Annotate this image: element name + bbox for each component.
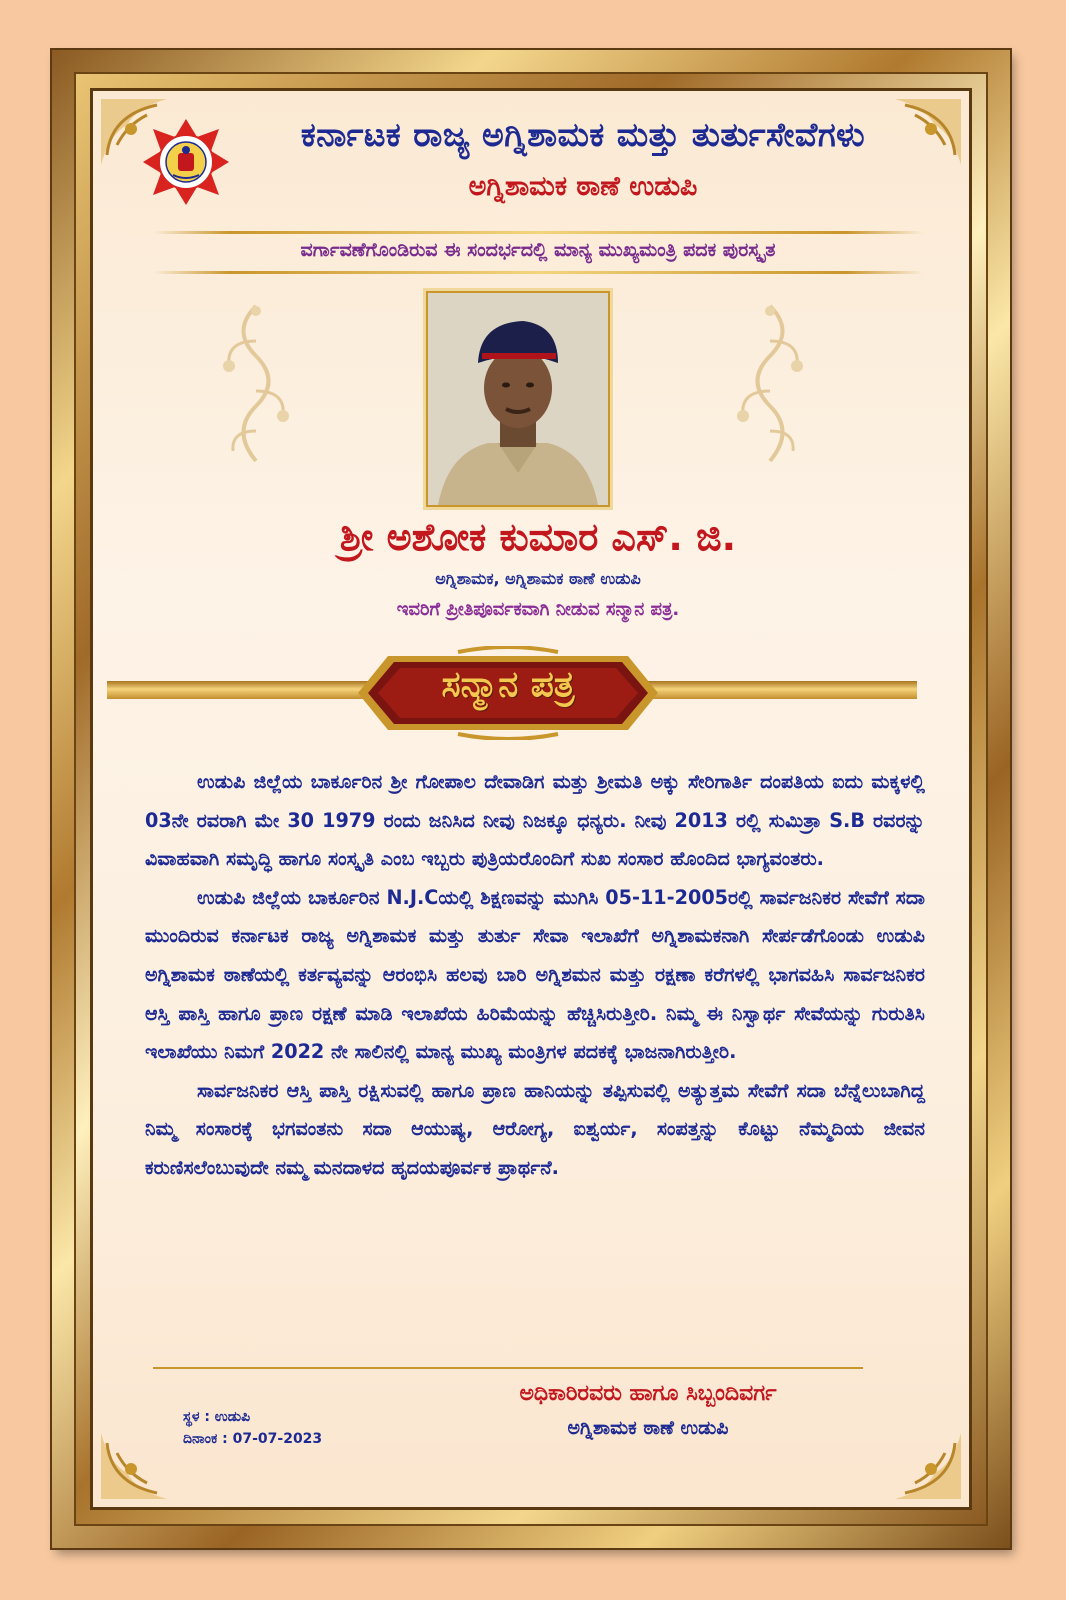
honoree-photo	[426, 291, 610, 507]
certificate-frame	[52, 50, 1010, 1548]
body-paragraph: ಸಾರ್ವಜನಿಕರ ಆಸ್ತಿ ಪಾಸ್ತಿ ರಕ್ಷಿಸುವಲ್ಲಿ ಹಾಗೂ ಪ್ರಾಣ ಹಾನಿಯನ್ನು ತಪ್ಪಿಸುವಲ್ಲಿ ಅತ್ಯುತ್ತಮ ಸೇವೆಗೆ ಸದಾ ಬೆನ್ನೆಲುಬಾಗಿದ್ದ ನಿಮ್ಮ ಸಂಸಾರಕ್ಕೆ ಭಗವಂತನು ಸದಾ ಆಯುಷ್ಯ, ಆರೋಗ್ಯ, ಐಶ್ವರ್ಯ, ಸಂಪತ್ತನ್ನು ಕೊಟ್ಟು ನೆಮ್ಮದಿಯ ಜೀವನ ಕರುಣಿಸಲೆಂಬುವುದೇ ನಮ್ಮ ಮನದಾಳದ ಹೃದಯಪೂರ್ವಕ ಪ್ರಾರ್ಥನೆ.	[145, 1078, 925, 1179]
department-title: ಕರ್ನಾಟಕ ರಾಜ್ಯ ಅಗ್ನಿಶಾಮಕ ಮತ್ತು ತುರ್ತುಸೇವೆಗಳು	[300, 115, 866, 154]
occasion-divider	[153, 271, 923, 274]
station-label: ಅಗ್ನಿಶಾಮಕ ಠಾಣೆ ಉಡುಪಿ	[567, 1417, 729, 1439]
station-subtitle: ಅಗ್ನಿಶಾಮಕ ಠಾಣೆ ಉಡುಪಿ	[468, 171, 698, 202]
floral-swirl-icon	[725, 301, 815, 471]
fire-department-emblem-icon	[141, 117, 231, 207]
header-divider	[153, 231, 923, 234]
honoree-name: ಶ್ರೀ ಅಶೋಕ ಕುಮಾರ ಎಸ್. ಜಿ.	[339, 515, 737, 559]
place-label: ಸ್ಥಳ : ಉಡುಪಿ	[183, 1409, 251, 1425]
date-label: ದಿನಾಂಕ : 07-07-2023	[183, 1431, 323, 1447]
signatory-label: ಅಧಿಕಾರಿರವರು ಹಾಗೂ ಸಿಬ್ಬಂದಿವರ್ಗ	[519, 1381, 777, 1406]
floral-swirl-icon	[211, 301, 301, 471]
honoree-designation: ಅಗ್ನಿಶಾಮಕ, ಅಗ್ನಿಶಾಮಕ ಠಾಣೆ ಉಡುಪಿ	[435, 569, 641, 588]
dedication-line: ಇವರಿಗೆ ಪ್ರೀತಿಪೂರ್ವಕವಾಗಿ ನೀಡುವ ಸನ್ಮಾನ ಪತ್ರ.	[396, 599, 680, 620]
body-paragraph: ಉಡುಪಿ ಜಿಲ್ಲೆಯ ಬಾರ್ಕೂರಿನ N.J.Cಯಲ್ಲಿ ಶಿಕ್ಷಣವನ್ನು ಮುಗಿಸಿ 05-11-2005ರಲ್ಲಿ ಸಾರ್ವಜನಿಕರ ಸೇವೆಗೆ ಸದಾ ಮುಂದಿರುವ ಕರ್ನಾಟಕ ರಾಜ್ಯ ಅಗ್ನಿಶಾಮಕ ಮತ್ತು ತುರ್ತು ಸೇವಾ ಇಲಾಖೆಗೆ ಅಗ್ನಿಶಾಮಕನಾಗಿ ಸೇರ್ಪಡೆಗೊಂಡು ಉಡುಪಿ ಅಗ್ನಿಶಾಮಕ ಠಾಣೆಯಲ್ಲಿ ಕರ್ತವ್ಯವನ್ನು ಆರಂಭಿಸಿ ಹಲವು ಬಾರಿ ಅಗ್ನಿಶಮನ ಮತ್ತು ರಕ್ಷಣಾ ಕರೆಗಳಲ್ಲಿ ಭಾಗವಹಿಸಿ ಸಾರ್ವಜನಿಕರ ಆಸ್ತಿ ಪಾಸ್ತಿ ಹಾಗೂ ಪ್ರಾಣ ರಕ್ಷಣೆ ಮಾಡಿ ಇಲಾಖೆಯ ಹಿರಿಮೆಯನ್ನು ಹೆಚ್ಚಿಸಿರುತ್ತೀರಿ. ನಿಮ್ಮ ಈ ನಿಸ್ವಾರ್ಥ ಸೇವೆಯನ್ನು ಗುರುತಿಸಿ ಇಲಾಖೆಯು ನಿಮಗೆ 2022 ನೇ ಸಾಲಿನಲ್ಲಿ ಮಾನ್ಯ ಮುಖ್ಯ ಮಂತ್ರಿಗಳ ಪದಕಕ್ಕೆ ಭಾಜನಾಗಿರುತ್ತೀರಿ.	[145, 885, 925, 1064]
frame-gold-band	[74, 72, 988, 1526]
footer-divider	[153, 1367, 863, 1369]
award-banner	[338, 646, 678, 740]
corner-ornament-icon	[855, 1393, 965, 1503]
certificate-body	[145, 763, 925, 1188]
body-paragraph: ಉಡುಪಿ ಜಿಲ್ಲೆಯ ಬಾರ್ಕೂರಿನ ಶ್ರೀ ಗೋಪಾಲ ದೇವಾಡಿಗ ಮತ್ತು ಶ್ರೀಮತಿ ಅಕ್ಕು ಸೇರಿಗಾರ್ತಿ ದಂಪತಿಯ ಐದು ಮಕ್ಕಳಲ್ಲಿ 03ನೇ ರವರಾಗಿ ಮೇ 30 1979 ರಂದು ಜನಿಸಿದ ನೀವು ನಿಜಕ್ಕೂ ಧನ್ಯರು. ನೀವು 2013 ರಲ್ಲಿ ಸುಮಿತ್ರಾ S.B ರವರನ್ನು ವಿವಾಹವಾಗಿ ಸಮೃದ್ಧಿ ಹಾಗೂ ಸಂಸ್ಕೃತಿ ಎಂಬ ಇಬ್ಬರು ಪುತ್ರಿಯರೊಂದಿಗೆ ಸುಖ ಸಂಸಾರ ಹೊಂದಿದ ಭಾಗ್ಯವಂತರು.	[145, 770, 925, 871]
certificate-panel	[90, 88, 972, 1510]
banner-label: ಸನ್ಮಾನ ಪತ್ರ	[441, 664, 575, 705]
occasion-line: ವರ್ಗಾವಣೆಗೊಂಡಿರುವ ಈ ಸಂದರ್ಭದಲ್ಲಿ ಮಾನ್ಯ ಮುಖ್ಯಮಂತ್ರಿ ಪದಕ ಪುರಸ್ಕೃತ	[300, 239, 776, 261]
